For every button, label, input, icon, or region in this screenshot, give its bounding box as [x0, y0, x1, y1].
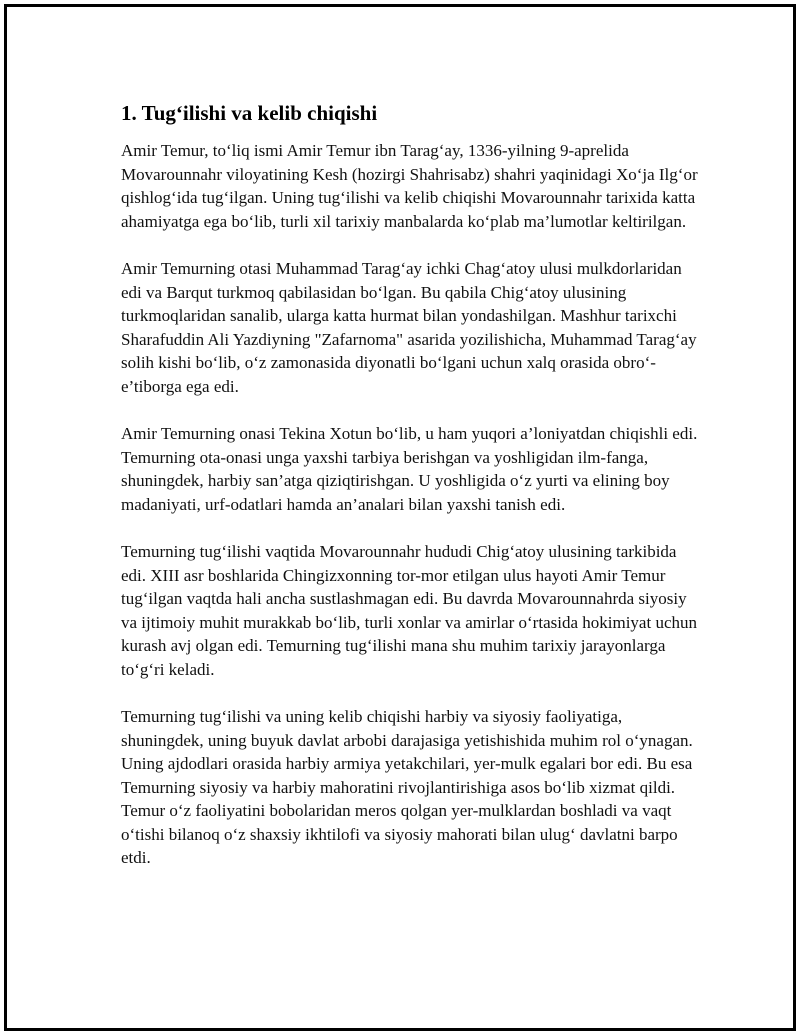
paragraph-4: Temurning tug‘ilishi vaqtida Movarounnahr hududi Chig‘atoy ulusining tarkibida edi. XIII asr boshlarida Chingizxonning tor-mor etilgan ulus hayoti Amir Temur tug‘ilgan vaqtda hali ancha sustlashmagan edi. Bu davrda Movarounnahrda siyosiy va ijtimoiy muhit murakkab bo‘lib, turli xonlar va amirlar o‘rtasida hokimiyat uchun kurash avj olgan edi. Temurning tug‘ilishi mana shu muhim tarixiy jarayonlarga to‘g‘ri keladi. — [121, 542, 697, 679]
page-frame — [4, 4, 796, 1031]
paragraph-3: Amir Temurning onasi Tekina Xotun bo‘lib, u ham yuqori a’loniyatdan chiqishli edi. Temurning ota-onasi unga yaxshi tarbiya berishgan va yoshligidan ilm-fanga, shuningdek, harbiy san’atga qiziqtirishgan. U yoshligida o‘z yurti va elining boy madaniyati, urf-odatlari hamda an’analari bilan yaxshi tanish edi. — [121, 424, 698, 514]
paragraph-5: Temurning tug‘ilishi va uning kelib chiqishi harbiy va siyosiy faoliyatiga, shuningdek, uning buyuk davlat arbobi darajasiga yetishishida muhim rol o‘ynagan. Uning ajdodlari orasida harbiy armiya yetakchilari, yer-mulk egalari bor edi. Bu esa Temurning siyosiy va harbiy mahoratini rivojlantirishiga asos bo‘lib xizmat qildi. Temur o‘z faoliyatini bobolaridan meros qolgan yer-mulklardan boshladi va vaqt o‘tishi bilanoq o‘z shaxsiy ikhtilofi va siyosiy mahorati bilan ulug‘ davlatni barpo etdi. — [121, 707, 693, 867]
section-title: 1. Tug‘ilishi va kelib chiqishi — [121, 101, 378, 125]
document-body — [121, 99, 701, 894]
paragraph-1: Amir Temur, to‘liq ismi Amir Temur ibn Tarag‘ay, 1336-yilning 9-aprelida Movarounnahr viloyatining Kesh (hozirgi Shahrisabz) shahri yaqinidagi Xo‘ja Ilg‘or qishlog‘ida tug‘ilgan. Uning tug‘ilishi va kelib chiqishi Movarounnahr tarixida katta ahamiyatga ega bo‘lib, turli xil tarixiy manbalarda ko‘plab ma’lumotlar keltirilgan. — [121, 141, 698, 231]
paragraph-2: Amir Temurning otasi Muhammad Tarag‘ay ichki Chag‘atoy ulusi mulkdorlaridan edi va Barqut turkmoq qabilasidan bo‘lgan. Bu qabila Chig‘atoy ulusining turkmoqlaridan sanalib, ularga katta hurmat bilan yondashilgan. Mashhur tarixchi Sharafuddin Ali Yazdiyning "Zafarnoma" asarida yozilishicha, Muhammad Tarag‘ay solih kishi bo‘lib, o‘z zamonasida diyonatli bo‘lgani uchun xalq orasida obro‘-e’tiborga ega edi. — [121, 259, 697, 396]
